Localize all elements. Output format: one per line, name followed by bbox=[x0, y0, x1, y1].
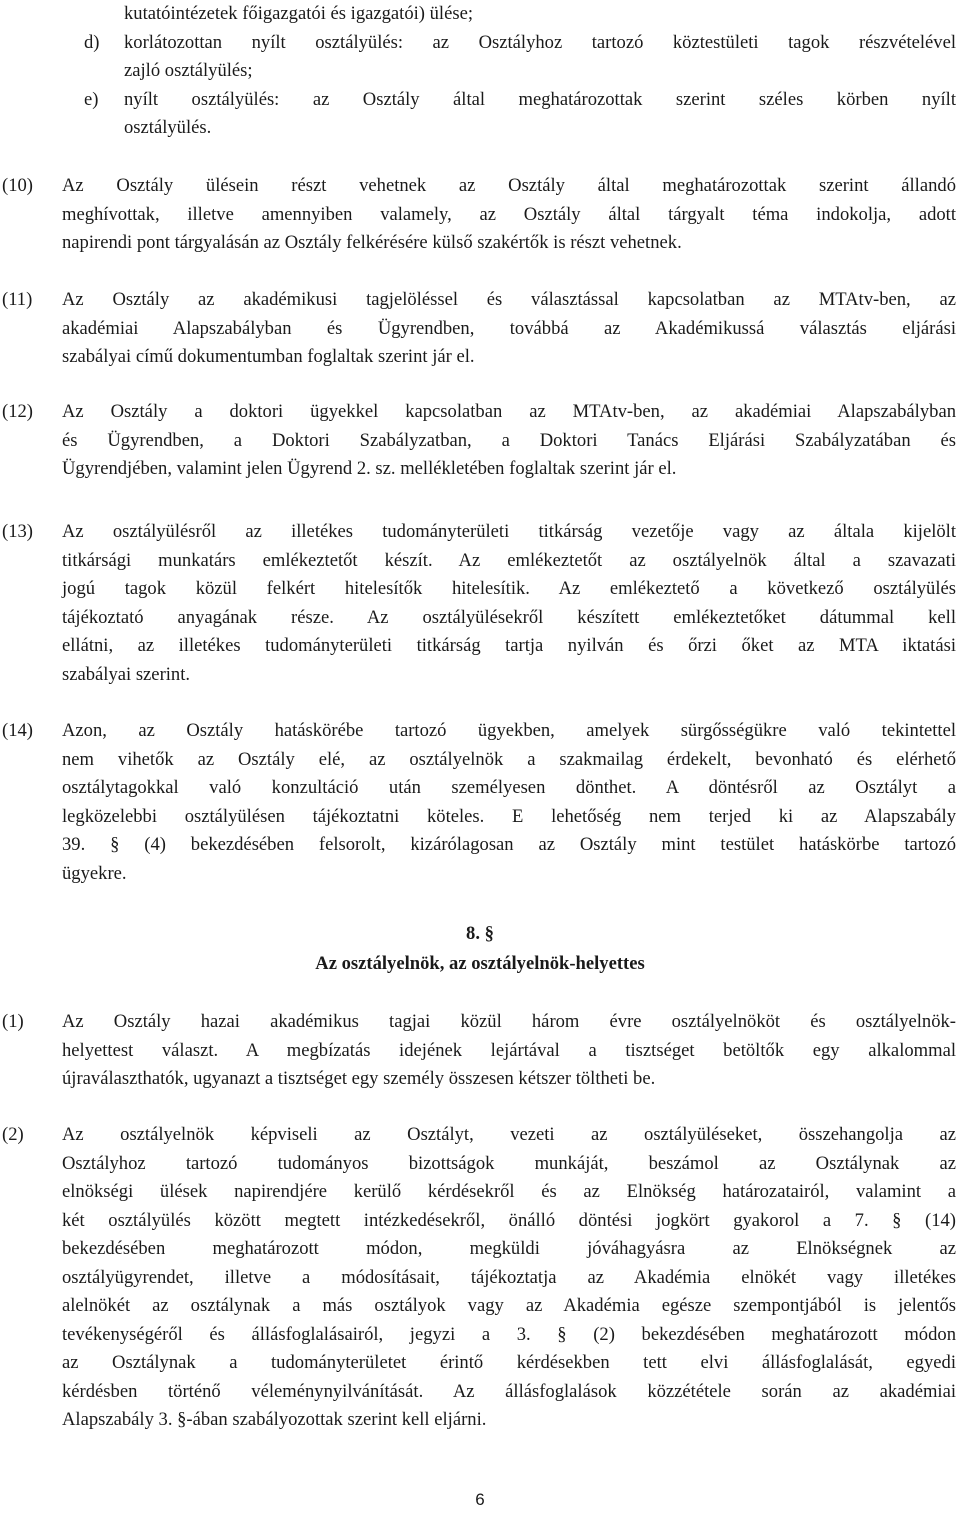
paragraph-line: elnökségi ülések napirendjére kerülő kérdésekről és az Elnökség határozatairól, valamint a bbox=[62, 1181, 956, 1202]
paragraph-line: napirendi pont tárgyalásán az Osztály felkérésére külső szakértők is részt vehetnek. bbox=[62, 232, 682, 253]
paragraph-line: tevékenységéről és állásfoglalásairól, jegyzi a 3. § (2) bekezdésében meghatározott módon bbox=[62, 1323, 956, 1345]
list-item-e-cont bbox=[0, 114, 960, 143]
paragraph-line: kérdésben történő véleménynyilvánítását. Az állásfoglalások közzététele során az akadémiai bbox=[62, 1380, 956, 1402]
paragraph-line: Azon, az Osztály hatáskörébe tartozó ügyekben, amelyek sürgősségükre való tekintettel bbox=[62, 720, 956, 741]
paragraph-line: osztályügyrendet, illetve a módosításait, tájékoztatja az Akadémia elnökét vagy illetékes bbox=[62, 1266, 956, 1288]
paragraph-line: Az Osztály hazai akadémikus tagjai közül három évre osztályelnököt és osztályelnök- bbox=[62, 1011, 956, 1032]
paragraph-line: nem vihetők az Osztály elé, az osztályelnök a szakmailag érdekelt, bevonható és elérhető bbox=[62, 748, 956, 770]
paragraph-line: 39. § (4) bekezdésében felsorolt, kizárólagosan az Osztály mint testület hatáskörbe tartozó bbox=[62, 834, 956, 855]
list-item-e-line: osztályülés. bbox=[124, 117, 212, 138]
paragraph-line: az Osztálynak a tudományterületet érintő kérdésekben tett elvi állásfoglalását, egyedi bbox=[62, 1352, 956, 1373]
list-item-e bbox=[0, 86, 960, 115]
list-item-d-label: d) bbox=[84, 31, 100, 53]
paragraph-line: Ügyrendjében, valamint jelen Ügyrend 2. sz. mellékletében foglaltak szerint jár el. bbox=[62, 458, 677, 479]
paragraph-line: Osztályhoz tartozó tudományos bizottságok munkáját, beszámol az Osztálynak az bbox=[62, 1152, 956, 1174]
paragraph-line: Az osztályülésről az illetékes tudományterületi titkárság vezetője vagy az általa kijelölt bbox=[62, 521, 956, 542]
paragraph-number: (1) bbox=[2, 1011, 24, 1032]
section-number: 8. § bbox=[466, 923, 494, 944]
paragraph-line: Az Osztály ülésein részt vehetnek az Osztály által meghatározottak szerint állandó bbox=[62, 175, 956, 196]
paragraph-line: újraválaszthatók, ugyanazt a tisztséget egy személy összesen kétszer töltheti be. bbox=[62, 1068, 656, 1089]
list-item-d-line: zajló osztályülés; bbox=[124, 60, 253, 81]
paragraph-line: két osztályülés között megtett intézkedésekről, önálló döntési jogkört gyakorol a 7. § (14) bbox=[62, 1209, 956, 1231]
paragraph-line: Alapszabály 3. §-ában szabályozottak szerint kell eljárni. bbox=[62, 1409, 487, 1430]
paragraph-line: jogú tagok közül felkért hitelesítők hitelesítik. Az emlékeztető a következő osztályülés bbox=[62, 578, 956, 599]
paragraph-line: akadémiai Alapszabályban és Ügyrendben, továbbá az Akadémikussá választás eljárási bbox=[62, 317, 956, 339]
list-item-d bbox=[0, 29, 960, 58]
paragraph-11 bbox=[0, 286, 960, 372]
paragraph-line: legközelebbi osztályülésen tájékoztatni köteles. E lehetőség nem terjed ki az Alapszabály bbox=[62, 805, 956, 827]
paragraph-line: és Ügyrendben, a Doktori Szabályzatban, a Doktori Tanács Eljárási Szabályzatában és bbox=[62, 429, 956, 451]
paragraph-line: tájékoztató anyagának része. Az osztályülésekről készített emlékeztetőket dátummal kell bbox=[62, 606, 956, 628]
paragraph-line: Az Osztály a doktori ügyekkel kapcsolatban az MTAtv-ben, az akadémiai Alapszabályban bbox=[62, 401, 956, 422]
paragraph-line: osztálytagokkal való konzultáció után személyesen dönthet. A döntésről az Osztályt a bbox=[62, 777, 956, 798]
list-item-e-label: e) bbox=[84, 88, 99, 110]
list-item-d-line: korlátozottan nyílt osztályülés: az Osztályhoz tartozó köztestületi tagok részvételével bbox=[124, 31, 956, 53]
list-item-d-cont bbox=[0, 57, 960, 86]
paragraph-line: Az Osztály az akadémikusi tagjelöléssel és választással kapcsolatban az MTAtv-ben, az bbox=[62, 289, 956, 310]
list-item-c-text: kutatóintézetek főigazgatói és igazgatói) ülése; bbox=[124, 3, 474, 24]
paragraph-number: (13) bbox=[2, 521, 33, 542]
paragraph-line: szabályai szerint. bbox=[62, 663, 191, 685]
paragraph-line: Az osztályelnök képviseli az Osztályt, vezeti az osztályüléseket, összehangolja az bbox=[62, 1124, 956, 1145]
paragraph-line: ügyekre. bbox=[62, 862, 127, 884]
paragraph-line: szabályai című dokumentumban foglaltak szerint jár el. bbox=[62, 346, 475, 367]
paragraph-10 bbox=[0, 172, 960, 258]
paragraph-14 bbox=[0, 717, 960, 888]
paragraph-line: ellátni, az illetékes tudományterületi titkárság tartja nyilván és őrzi őket az MTA iktatási bbox=[62, 635, 956, 656]
paragraph-number: (10) bbox=[2, 175, 33, 196]
paragraph-number: (11) bbox=[2, 289, 33, 310]
list-continuation bbox=[0, 0, 960, 143]
page-number: 6 bbox=[475, 1490, 485, 1509]
paragraph-number: (14) bbox=[2, 720, 33, 741]
list-item-e-line: nyílt osztályülés: az Osztály által meghatározottak szerint széles körben nyílt bbox=[124, 88, 956, 110]
section-title: Az osztályelnök, az osztályelnök-helyettes bbox=[315, 953, 645, 974]
paragraph-line: meghívottak, illetve amennyiben valamely, az Osztály által tárgyalt téma indokolja, adott bbox=[62, 203, 956, 225]
paragraph-line: titkársági munkatárs emlékeztetőt készít. Az emlékeztetőt az osztályelnök által a szavazati bbox=[62, 549, 956, 571]
section-paragraph-1 bbox=[0, 1008, 960, 1094]
paragraph-number: (12) bbox=[2, 401, 33, 422]
paragraph-line: alelnökét az osztálynak a más osztályok vagy az Akadémia egésze szempontjából is jelentős bbox=[62, 1295, 956, 1316]
list-item-c-continuation bbox=[0, 0, 960, 29]
paragraph-13 bbox=[0, 518, 960, 689]
paragraph-line: helyettest választ. A megbízatás idejének lejártával a tisztséget betöltők egy alkalommal bbox=[62, 1039, 956, 1061]
paragraph-12 bbox=[0, 398, 960, 484]
paragraph-number: (2) bbox=[2, 1124, 24, 1145]
section-paragraph-2 bbox=[0, 1121, 960, 1435]
paragraph-line: bekezdésében meghatározott módon, megküldi jóváhagyásra az Elnökségnek az bbox=[62, 1238, 956, 1259]
